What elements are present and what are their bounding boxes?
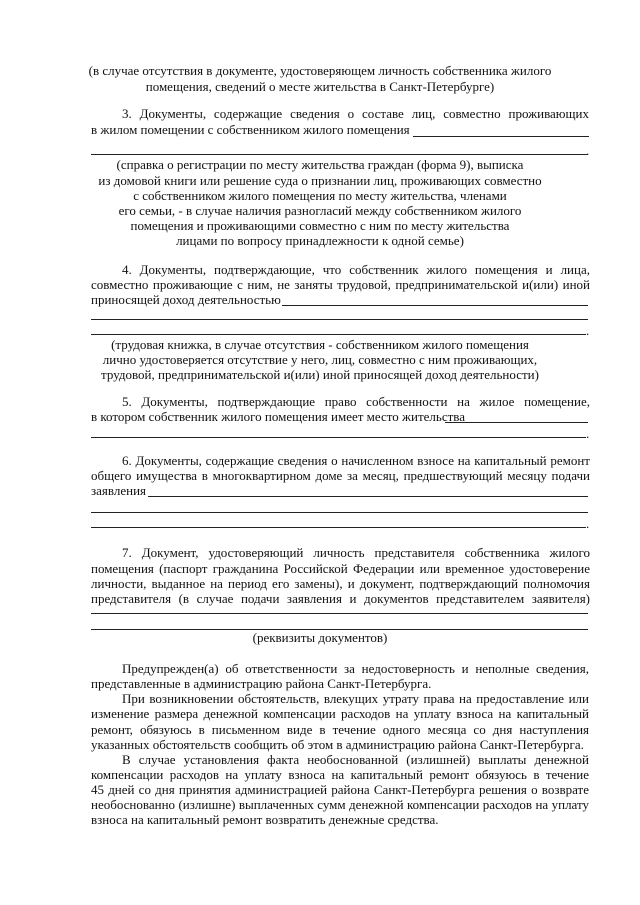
section-3-fill-line — [413, 136, 589, 137]
section-7-line-3: личности, выданное на период его замены), и документ, подтверждающий полномочия — [91, 576, 590, 591]
section-3-note-line-4: его семьи, - в случае наличия разногласий между собственником жилого — [118, 203, 522, 218]
section-3-note-line-3: с собственником жилого помещения по месту жительства, членами — [133, 188, 507, 203]
refund-line-1: В случае установления факта необоснованной (излишней) выплаты денежной — [122, 752, 589, 767]
section-4-blank-line-2 — [91, 334, 586, 335]
section-7-heading: 7. Документ, удостоверяющий личность представителя собственника жилого — [122, 545, 590, 560]
section-4-fill-line — [282, 305, 588, 306]
section-4-line-3: приносящей доход деятельностью — [91, 292, 281, 307]
refund-line-5: взноса на капитальный ремонт возвратить денежные средства. — [91, 812, 439, 827]
section-3-note-line-1: (справка о регистрации по месту жительства граждан (форма 9), выписка — [116, 157, 524, 172]
refund-line-4: необоснованно (излишне) выплаченных сумм денежной компенсации расходов на уплату — [91, 797, 589, 812]
section-3-note-line-2: из домовой книги или решение суда о признании лиц, проживающих совместно — [98, 173, 542, 188]
section-5-blank-line — [91, 437, 586, 438]
section-7-line-4: представителя (в случае подачи заявления и документов представителем заявителя) — [91, 591, 590, 606]
warning-line-2: представленные в администрацию района Санкт-Петербурга. — [91, 676, 432, 691]
obligation-line-2: изменение размера денежной компенсации расходов на уплату взноса на капитальный — [91, 706, 589, 721]
section-4-line-2: совместно проживающие с ним, не заняты трудовой, предпринимательской и(или) иной — [91, 277, 590, 292]
section-4-note-line-1: (трудовая книжка, в случае отсутствия - собственником жилого помещения — [111, 337, 529, 352]
section-4-heading: 4. Документы, подтверждающие, что собственник жилого помещения и лица, — [122, 262, 590, 277]
section-5-line-2: в котором собственник жилого помещения имеет место жительства — [91, 409, 466, 424]
section-7-line-2: помещения (паспорт гражданина Российской Федерации или временное удостоверение — [91, 561, 590, 576]
obligation-line-3: ремонт, обязуюсь в письменном виде в течение одного месяца со дня наступления — [91, 722, 589, 737]
section-4-end-dot: . — [586, 323, 590, 338]
section-6-blank-line-2 — [91, 527, 586, 528]
section-3-blank-line — [91, 154, 587, 155]
residence-note-line-1: (в случае отсутствия в документе, удостоверяющем личность собственника жилого — [88, 63, 552, 78]
section-4-blank-line-1 — [91, 319, 588, 320]
section-6-end-dot: . — [586, 516, 590, 531]
section-3-end-dot: . — [586, 143, 590, 158]
section-6-blank-line-1 — [91, 512, 588, 513]
section-3-note-line-6: лицами по вопросу принадлежности к одной семье) — [176, 233, 464, 248]
section-3-note-line-5: помещения и проживающими совместно с ним по месту жительства — [130, 218, 510, 233]
obligation-line-4: указанных обстоятельств сообщить об этом в администрацию района Санкт-Петербурга. — [91, 737, 584, 752]
obligation-line-1: При возникновении обстоятельств, влекущих утрату права на предоставление или — [122, 691, 589, 706]
section-3-line-2: в жилом помещении с собственником жилого помещения — [91, 122, 410, 137]
warning-line-1: Предупрежден(а) об ответственности за недостоверность и неполные сведения, — [122, 661, 589, 676]
section-7-blank-line-1 — [91, 613, 588, 614]
refund-line-3: 45 дней со дня принятия администрацией района Санкт-Петербурга решения о возврате — [91, 782, 589, 797]
section-6-heading: 6. Документы, содержащие сведения о начисленном взносе на капитальный ремонт — [122, 453, 590, 468]
section-4-note-line-3: трудовой, предпринимательской и(или) иной приносящей доход деятельности) — [101, 367, 539, 382]
section-6-line-3: заявления — [91, 483, 147, 498]
section-6-line-2: общего имущества в многоквартирном доме за месяц, предшествующий месяцу подачи — [91, 468, 590, 483]
section-7-caption: (реквизиты документов) — [252, 630, 388, 645]
section-5-heading: 5. Документы, подтверждающие право собственности на жилое помещение, — [122, 394, 590, 409]
section-5-fill-line — [445, 422, 588, 423]
section-3-heading: 3. Документы, содержащие сведения о составе лиц, совместно проживающих — [122, 106, 589, 121]
section-5-end-dot: . — [586, 426, 590, 441]
refund-line-2: компенсации расходов на уплату взноса на капитальный ремонт обязуюсь в течение — [91, 767, 589, 782]
section-4-note-line-2: лично удостоверяется отсутствие у него, лиц, совместно с ним проживающих, — [102, 352, 538, 367]
section-6-fill-line — [148, 496, 588, 497]
residence-note-line-2: помещения, сведений о месте жительства в Санкт-Петербурге) — [145, 79, 495, 94]
